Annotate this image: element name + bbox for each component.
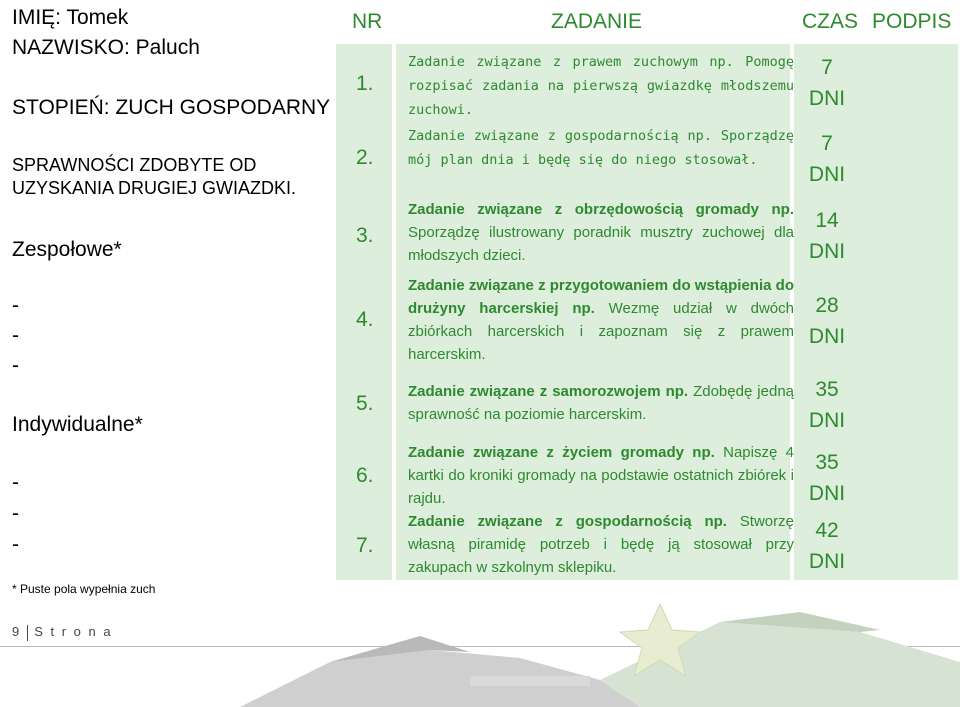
surname-line: NAZWISKO: Paluch [12,36,200,59]
page-number: 9 [12,624,22,639]
page-word: S t r o n a [34,624,113,639]
individual-dash-3: - [12,533,19,556]
badges-heading-line1: SPRAWNOŚCI ZDOBYTE OD [12,155,257,175]
time-cell: 42 DNI [808,519,846,573]
badges-heading-line2: UZYSKANIA DRUGIEJ GWIAZDKI. [12,178,297,198]
header-sign: PODPIS [872,10,952,33]
individual-dash-1: - [12,471,19,494]
header-nr: NR [352,10,383,33]
row-number: 7. [356,534,374,557]
task-text: Zadanie związane z obrzędowością gromady np. Sporządzę ilustrowany poradnik musztry zuchowej dla młodszych dzieci. [408,201,794,264]
name-line: IMIĘ: Tomek [12,6,129,29]
scarf-decoration-graphic [0,592,960,707]
task-text: Zadanie związane z przygotowaniem do wstąpienia do drużyny harcerskiej np. Wezmę udział w dwóch zbiórkach harcerskich i zapoznam się z prawem harcerskim. [408,277,794,363]
individual-badges-label: Indywidualne* [12,413,143,436]
row-number: 2. [356,146,374,169]
time-cell: 28 DNI [808,294,846,348]
row-number: 3. [356,224,374,247]
scarf-stripe [470,676,590,686]
task-text: Zadanie związane z gospodarnością np. Stworzę własną piramidę potrzeb i będę ją stosował przy zakupach w szkolnym sklepiku. [408,513,794,576]
team-dash-2: - [12,324,19,347]
time-cell: 7 DNI [808,132,846,186]
task-text: Zadanie związane z prawem zuchowym np. Pomogę rozpisać zadania na pierwszą gwiazdkę młodszemu zuchowi. [408,54,794,118]
task-text: Zadanie związane z gospodarnością np. Sporządzę mój plan dnia i będę się do niego stosował. [408,128,794,168]
rank-line: STOPIEŃ: ZUCH GOSPODARNY [12,96,331,119]
header-time: CZAS [802,10,859,33]
row-number: 5. [356,392,374,415]
header-task: ZADANIE [551,10,643,33]
task-text: Zadanie związane z życiem gromady np. Napiszę 4 kartki do kroniki gromady na podstawie ostatnich zbiórek i rajdu. [408,444,794,507]
team-dash-3: - [12,354,19,377]
row-number: 6. [356,464,374,487]
time-cell: 7 DNI [808,56,846,110]
time-cell: 14 DNI [808,209,846,263]
time-cell: 35 DNI [808,451,846,505]
individual-dash-2: - [12,502,19,525]
row-number: 1. [356,72,374,95]
time-cell: 35 DNI [808,378,846,432]
team-dash-1: - [12,294,19,317]
team-badges-label: Zespołowe* [12,238,122,261]
task-text: Zadanie związane z samorozwojem np. Zdobędę jedną sprawność na poziomie harcerskim. [408,383,794,423]
row-number: 4. [356,308,374,331]
fill-note: * Puste pola wypełnia zuch [12,582,156,596]
